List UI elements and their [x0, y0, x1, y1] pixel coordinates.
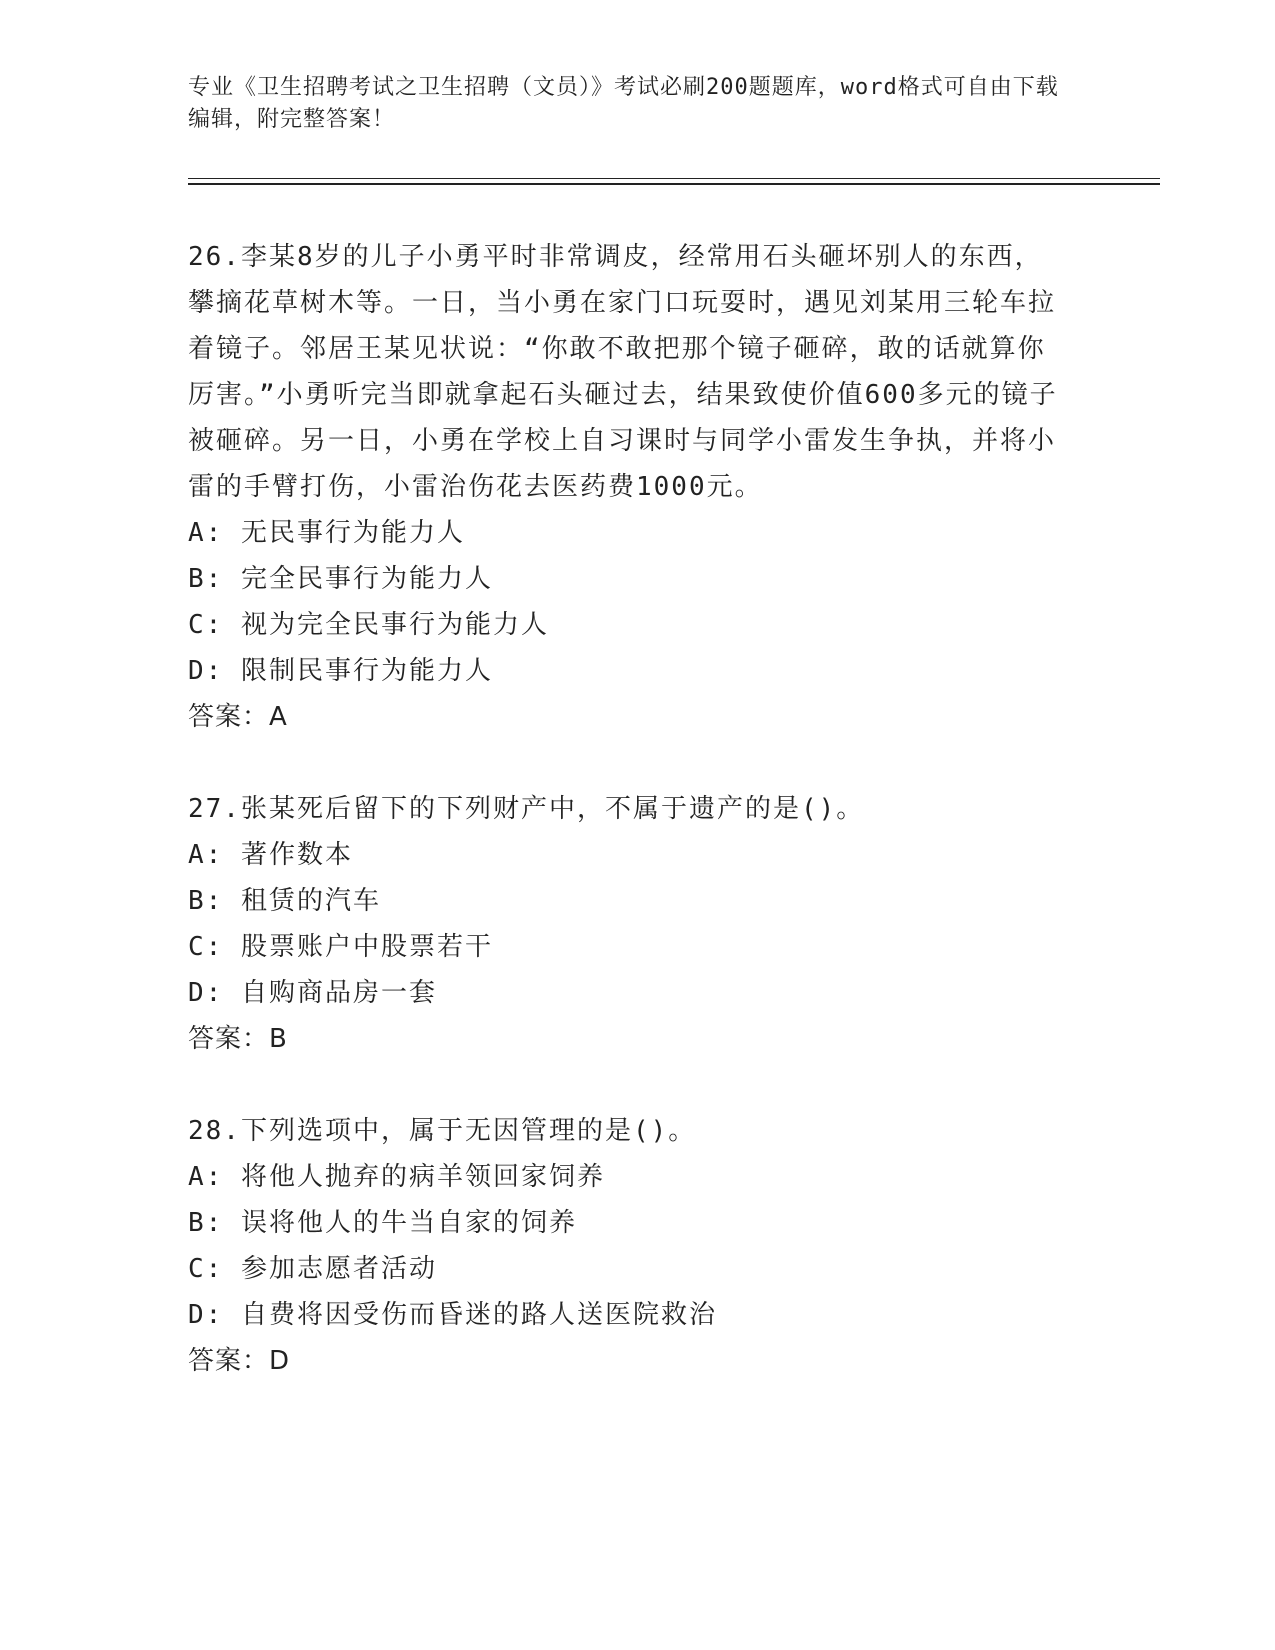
- question-stem: 26.李某8岁的儿子小勇平时非常调皮，经常用石头砸坏别人的东西，攀摘花草树木等。一日，当小勇在家门口玩耍时，遇见刘某用三轮车拉着镜子。邻居王某见状说：“你敢不敢把那个镜子砸碎，敢的话就算你厉害。”小勇听完当即就拿起石头砸过去，结果致使价值600多元的镜子被砸碎。另一日，小勇在学校上自习课时与同学小雷发生争执，并将小雷的手臂打伤，小雷治伤花去医药费1000元。: [188, 242, 1058, 502]
- answer-line: 答案：B: [188, 1024, 288, 1054]
- option-a: A: 无民事行为能力人: [188, 518, 465, 548]
- question-27: [188, 786, 1068, 1062]
- option-c: C: 参加志愿者活动: [188, 1254, 437, 1284]
- document-header: 专业《卫生招聘考试之卫生招聘（文员）》考试必刷200题题库，word格式可自由下载编辑，附完整答案！: [188, 75, 1059, 132]
- question-26: [188, 234, 1068, 740]
- question-stem: 27.张某死后留下的下列财产中，不属于遗产的是()。: [188, 794, 865, 824]
- question-28: [188, 1108, 1068, 1384]
- option-b: B: 租赁的汽车: [188, 886, 381, 916]
- option-a: A: 著作数本: [188, 840, 353, 870]
- option-d: D: 自购商品房一套: [188, 978, 437, 1008]
- question-stem: 28.下列选项中，属于无因管理的是()。: [188, 1116, 697, 1146]
- option-c: C: 股票账户中股票若干: [188, 932, 493, 962]
- option-b: B: 完全民事行为能力人: [188, 564, 493, 594]
- option-c: C: 视为完全民事行为能力人: [188, 610, 549, 640]
- answer-line: 答案：A: [188, 702, 288, 732]
- option-d: D: 自费将因受伤而昏迷的路人送医院救治: [188, 1300, 717, 1330]
- question-spacer: [188, 1062, 1068, 1108]
- answer-line: 答案：D: [188, 1346, 291, 1376]
- option-d: D: 限制民事行为能力人: [188, 656, 493, 686]
- option-b: B: 误将他人的牛当自家的饲养: [188, 1208, 577, 1238]
- header-divider-thin: [188, 178, 1160, 179]
- header-divider-thick: [188, 183, 1160, 185]
- option-a: A: 将他人抛弃的病羊领回家饲养: [188, 1162, 605, 1192]
- question-spacer: [188, 740, 1068, 786]
- question-list: [188, 234, 1068, 1384]
